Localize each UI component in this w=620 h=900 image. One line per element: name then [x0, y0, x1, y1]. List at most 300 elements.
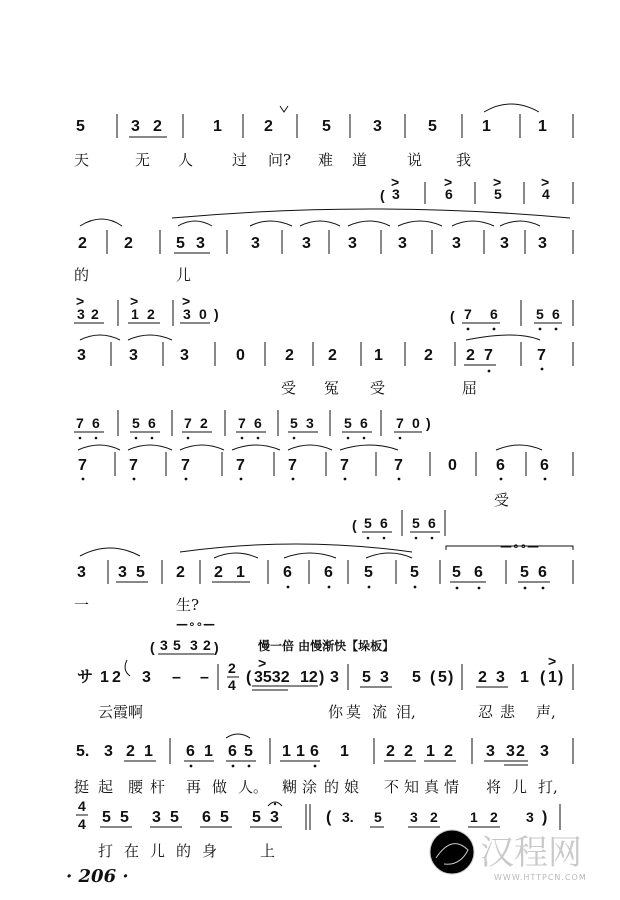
paren: )	[214, 639, 219, 655]
lyric: 你	[328, 703, 344, 721]
paren: (	[352, 517, 357, 533]
staff-row-7	[76, 734, 573, 767]
tie-slur	[172, 209, 570, 218]
tie-slur	[466, 335, 540, 340]
lyric: 生?	[176, 596, 200, 614]
low-octave-dot	[190, 765, 193, 768]
low-octave-dot	[467, 328, 470, 331]
paren: )	[448, 669, 454, 686]
note: 3	[452, 235, 461, 252]
lyric: 人	[178, 151, 194, 169]
note: 3	[302, 235, 311, 252]
note: 5	[120, 809, 129, 826]
note: 6	[490, 306, 498, 322]
accent-mark: >	[541, 174, 550, 190]
note: 3	[142, 669, 151, 686]
lyric: 挺	[74, 778, 90, 796]
note: 2	[430, 809, 438, 825]
note: 2	[466, 347, 475, 364]
tie-slur	[500, 221, 540, 226]
note: 1	[131, 306, 139, 322]
lyric: 我	[456, 151, 472, 169]
lyric: 说	[407, 151, 423, 169]
note: 2	[78, 235, 87, 252]
lyric: 受	[370, 379, 386, 397]
note: 6	[283, 564, 292, 581]
dash: –	[200, 669, 209, 686]
note: 2	[386, 743, 395, 760]
note: 5	[76, 118, 85, 135]
tie-slur	[226, 734, 250, 738]
fermata-dot	[274, 803, 276, 805]
accent-mark: >	[182, 293, 191, 309]
lyric: 娘	[344, 778, 360, 796]
note: 2	[424, 347, 433, 364]
note: 5	[252, 809, 261, 826]
low-octave-dot	[293, 437, 296, 440]
note: 3	[540, 743, 549, 760]
tie-slur	[128, 335, 172, 340]
low-octave-dot	[544, 478, 547, 481]
note: 5	[452, 564, 461, 581]
note: 6	[474, 564, 483, 581]
note: 5	[290, 415, 298, 431]
note: 1	[296, 743, 305, 760]
low-octave-dot	[135, 437, 138, 440]
note: 4	[542, 186, 550, 202]
tie-slur	[366, 553, 412, 558]
tremolo-mark: —∘∘—	[176, 617, 216, 631]
note: 1	[520, 669, 529, 686]
lyric: 再	[186, 778, 202, 796]
tie-slur	[452, 221, 494, 226]
tie-slur	[250, 221, 292, 226]
low-octave-dot	[328, 586, 331, 589]
lyric: 泪,	[396, 703, 416, 721]
lyric: 流	[372, 703, 388, 721]
low-octave-dot	[314, 765, 317, 768]
note: 2	[153, 118, 162, 135]
lyric: 难	[318, 151, 334, 169]
low-octave-dot	[399, 437, 402, 440]
lyric: 受	[281, 379, 297, 397]
lyric: 无	[135, 151, 151, 169]
low-octave-dot	[185, 478, 188, 481]
note: 1	[426, 743, 435, 760]
note: 3	[77, 347, 86, 364]
accompaniment-row-2	[380, 174, 573, 204]
lyric: 打,	[538, 778, 558, 796]
tie-slur	[178, 221, 212, 226]
note: 5	[428, 118, 437, 135]
note: 5	[136, 564, 145, 581]
low-octave-dot	[415, 537, 418, 540]
tie-slur	[78, 445, 120, 450]
lyric: 杆	[150, 778, 166, 796]
note: 6	[186, 743, 195, 760]
low-octave-dot	[431, 537, 434, 540]
note: 3	[183, 306, 191, 322]
note: 5	[173, 637, 181, 653]
note: 0	[236, 347, 245, 364]
paren: )	[542, 809, 548, 826]
lyric: 真	[424, 778, 440, 796]
low-octave-dot	[542, 587, 545, 590]
lyrics-row-7	[74, 778, 558, 796]
note: 3	[500, 235, 509, 252]
note: 6	[360, 415, 368, 431]
watermark-url: WWW.HTTPCN.COM	[494, 873, 587, 882]
note: 5	[412, 515, 420, 531]
note: 1	[100, 669, 109, 686]
note: 5	[364, 564, 373, 581]
note: 2	[200, 415, 208, 431]
note: 3	[131, 118, 140, 135]
note: 2	[285, 347, 294, 364]
note: 3	[129, 347, 138, 364]
low-octave-dot	[539, 328, 542, 331]
lyric: 腰	[128, 778, 144, 796]
note: 2	[124, 235, 133, 252]
low-octave-dot	[82, 478, 85, 481]
note: 7	[184, 415, 192, 431]
paren: (	[540, 669, 546, 686]
tie-slur	[128, 445, 172, 450]
tie-slur	[398, 221, 442, 226]
low-octave-dot	[133, 478, 136, 481]
low-octave-dot	[478, 587, 481, 590]
note: 5	[438, 669, 447, 686]
note: 6	[254, 415, 262, 431]
paren: (	[450, 308, 455, 324]
note: 2	[126, 743, 135, 760]
accent-mark: >	[130, 293, 139, 309]
lyric: 天	[74, 151, 90, 169]
time-signature-top: 4	[78, 798, 86, 814]
note: 6	[148, 415, 156, 431]
note: 3	[306, 415, 314, 431]
lyric: 人。	[238, 778, 269, 796]
note: 2	[328, 347, 337, 364]
lyric: 打	[98, 842, 114, 860]
note: 5	[344, 415, 352, 431]
breath-mark-icon	[280, 106, 288, 112]
lyric: 涂	[302, 778, 318, 796]
lyric: 将	[486, 778, 502, 796]
paren: (	[150, 639, 155, 655]
watermark	[430, 830, 587, 882]
note: 2	[516, 743, 525, 760]
note: 1	[470, 809, 478, 825]
lyric: 忍	[478, 703, 494, 721]
accompaniment-row-3	[74, 293, 573, 330]
page-number: · 206 ·	[66, 866, 129, 887]
note: 2	[490, 809, 498, 825]
note: 3532	[254, 669, 290, 686]
accent-mark: >	[493, 174, 502, 190]
note: 7	[396, 415, 404, 431]
note: 2	[112, 669, 121, 686]
low-octave-dot	[151, 437, 154, 440]
lyrics-row-6	[98, 703, 556, 721]
lyric: 起	[98, 778, 114, 796]
note: 3	[104, 743, 113, 760]
note: 6	[538, 564, 547, 581]
tie-slur	[300, 221, 340, 226]
lyric: 知	[404, 778, 420, 796]
note: 7	[181, 457, 190, 474]
paren: )	[558, 669, 564, 686]
lyric: 过	[232, 151, 248, 169]
note: 3	[251, 235, 260, 252]
note: 5	[374, 809, 382, 825]
low-octave-dot	[414, 586, 417, 589]
tie-slur	[288, 445, 332, 450]
note: 6	[202, 809, 211, 826]
low-octave-dot	[187, 437, 190, 440]
note: 3	[526, 809, 534, 825]
lyric: 屈	[462, 379, 478, 397]
tie-slur	[348, 221, 390, 226]
tempo-marking: 慢一倍 由慢渐快【垛板】	[258, 639, 395, 653]
note: 7	[78, 457, 87, 474]
accent-mark: >	[444, 174, 453, 190]
note: 3	[77, 564, 86, 581]
tie-slur	[340, 445, 398, 450]
tie-slur	[180, 445, 224, 450]
note: 5	[412, 669, 421, 686]
low-octave-dot	[344, 478, 347, 481]
low-octave-dot	[287, 586, 290, 589]
note: 2	[147, 306, 155, 322]
low-octave-dot	[488, 370, 491, 373]
accent-mark: >	[391, 174, 400, 190]
lyrics-row-3	[281, 379, 477, 397]
lyric: 的	[324, 778, 340, 796]
low-octave-dot	[95, 437, 98, 440]
note: 6	[496, 457, 505, 474]
low-octave-dot	[524, 587, 527, 590]
note: 3.	[342, 809, 354, 825]
paren: (	[326, 809, 332, 826]
tie-slur	[496, 445, 542, 450]
note: 5	[170, 809, 179, 826]
note: 1	[236, 564, 245, 581]
tie-slur	[484, 104, 539, 112]
accent-mark: >	[76, 293, 85, 309]
note: 6	[324, 564, 333, 581]
note: 6	[428, 515, 436, 531]
note: 3	[118, 564, 127, 581]
note: 1	[144, 743, 153, 760]
lyric: 云霞啊	[98, 703, 144, 721]
grace-slur	[125, 660, 130, 676]
note: 7	[537, 347, 546, 364]
paren: (	[430, 669, 436, 686]
note: 3	[348, 235, 357, 252]
note: 7	[129, 457, 138, 474]
note: 5	[494, 186, 502, 202]
note: 6	[552, 306, 560, 322]
watermark-text: 汉程网	[480, 833, 582, 873]
low-octave-dot	[292, 478, 295, 481]
low-octave-dot	[240, 478, 243, 481]
low-octave-dot	[363, 437, 366, 440]
note: 3	[398, 235, 407, 252]
lyric: 儿	[176, 266, 192, 284]
low-octave-dot	[241, 437, 244, 440]
lyric: 身	[202, 842, 218, 860]
free-rhythm-mark: サ	[77, 669, 94, 686]
staff-row-3	[77, 335, 573, 372]
note: 2	[264, 118, 273, 135]
note: 3	[152, 809, 161, 826]
low-octave-dot	[367, 537, 370, 540]
note: 7	[236, 457, 245, 474]
note: 5	[322, 118, 331, 135]
low-octave-dot	[500, 478, 503, 481]
note: 6	[445, 186, 453, 202]
note: 1	[538, 118, 547, 135]
low-octave-dot	[368, 586, 371, 589]
lyric: 莫	[346, 703, 362, 721]
low-octave-dot	[79, 437, 82, 440]
low-octave-dot	[232, 765, 235, 768]
note: 2	[176, 564, 185, 581]
note: 3	[392, 186, 400, 202]
time-signature-bottom: 4	[228, 677, 236, 693]
lyrics-row-4	[494, 491, 509, 509]
note: 3	[496, 669, 505, 686]
note: 7	[340, 457, 349, 474]
note: 2	[91, 306, 99, 322]
note: 6	[540, 457, 549, 474]
tie-slur	[80, 548, 140, 556]
note: 2	[478, 669, 487, 686]
note: 5	[364, 515, 372, 531]
note: 7	[484, 347, 493, 364]
note: 5	[520, 564, 529, 581]
staff-row-5	[77, 539, 573, 589]
accompaniment-row-6	[150, 617, 394, 655]
note: 5	[176, 235, 185, 252]
staff-row-8	[76, 798, 560, 832]
paren: )	[426, 415, 431, 431]
low-octave-dot	[555, 328, 558, 331]
note: 5	[102, 809, 111, 826]
lyric: 做	[212, 778, 228, 796]
note: 0	[448, 457, 457, 474]
lyric: 一	[74, 596, 90, 614]
lyric: 儿	[150, 842, 166, 860]
note: 6	[228, 743, 237, 760]
lyric: 情	[444, 778, 460, 796]
note: 1	[374, 347, 383, 364]
paren: )	[319, 669, 325, 686]
note: 5	[220, 809, 229, 826]
note: 3	[380, 669, 389, 686]
note: 5	[132, 415, 140, 431]
note: 7	[76, 415, 84, 431]
note: 3	[270, 809, 279, 826]
note: 2	[203, 637, 211, 653]
low-octave-dot	[383, 537, 386, 540]
note: 3	[330, 669, 339, 686]
staff-row-2	[78, 209, 573, 254]
tremolo-mark: —∘∘—	[500, 539, 540, 553]
note: 6	[310, 743, 319, 760]
lyric: 儿	[512, 778, 528, 796]
tie-slur	[80, 335, 120, 340]
low-octave-dot	[398, 478, 401, 481]
accompaniment-row-4	[74, 410, 431, 439]
lyric: 问?	[268, 151, 292, 169]
note: 5	[362, 669, 371, 686]
tie-slur	[80, 219, 122, 226]
lyric: 道	[352, 151, 368, 169]
low-octave-dot	[248, 765, 251, 768]
note: 5	[410, 564, 419, 581]
lyric: 的	[74, 266, 90, 284]
paren: (	[246, 669, 252, 686]
time-signature-top: 2	[228, 660, 236, 676]
lyric: 糊	[282, 778, 298, 796]
lyric: 上	[260, 842, 276, 860]
tie-slur	[214, 553, 258, 558]
note: 7	[464, 306, 472, 322]
tie-slur	[180, 544, 412, 552]
lyrics-row-8	[98, 842, 275, 860]
lyric: 在	[124, 842, 140, 860]
low-octave-dot	[257, 437, 260, 440]
note: 1	[482, 118, 491, 135]
lyrics-row-2	[74, 266, 191, 284]
accompaniment-row-5	[352, 510, 445, 539]
lyric: 冤	[324, 379, 340, 397]
note: 1	[204, 743, 213, 760]
accent-mark: >	[548, 653, 557, 669]
note: 7	[394, 457, 403, 474]
time-signature-bottom: 4	[78, 816, 86, 832]
note: 12	[300, 669, 318, 686]
dash: –	[172, 669, 181, 686]
note: 3	[180, 347, 189, 364]
note: 7	[238, 415, 246, 431]
lyric: 的	[176, 842, 192, 860]
note: 3	[77, 306, 85, 322]
lyric: 受	[494, 491, 510, 509]
note: 3	[506, 743, 515, 760]
accent-mark: >	[258, 655, 267, 671]
note: 3	[373, 118, 382, 135]
note: 5.	[76, 743, 90, 760]
note: 3	[410, 809, 418, 825]
note: 1	[548, 669, 557, 686]
staff-row-4	[78, 445, 573, 480]
note: 7	[288, 457, 297, 474]
note: 3	[190, 637, 198, 653]
note: 5	[536, 306, 544, 322]
note: 2	[444, 743, 453, 760]
lyric: 声,	[536, 703, 556, 721]
note: 2	[404, 743, 413, 760]
tie-slur	[284, 553, 336, 558]
low-octave-dot	[456, 587, 459, 590]
note: 3	[538, 235, 547, 252]
low-octave-dot	[493, 328, 496, 331]
note: 3	[196, 235, 205, 252]
note: 2	[214, 564, 223, 581]
